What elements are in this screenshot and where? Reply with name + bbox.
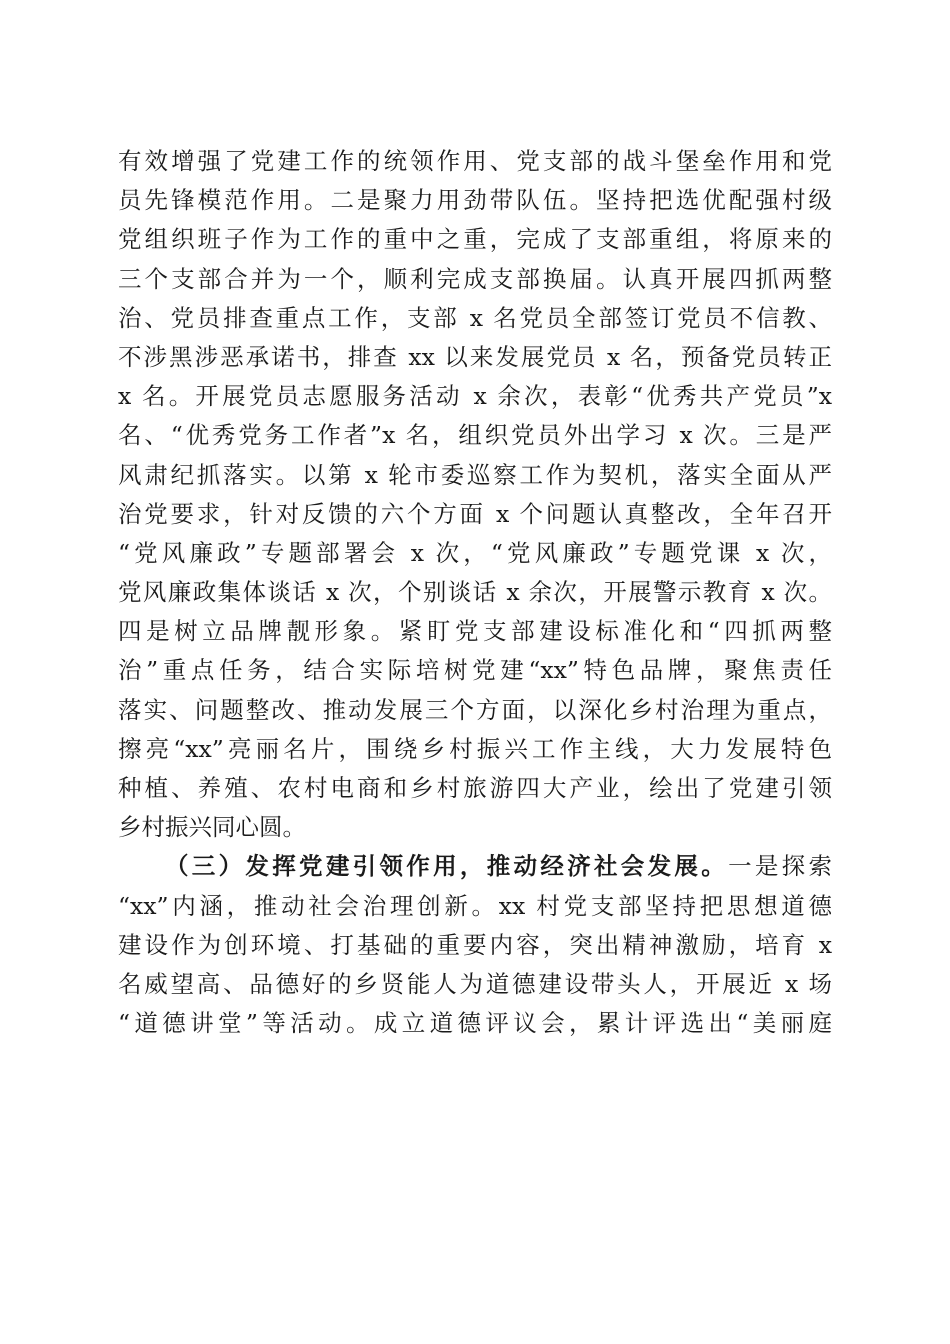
section-heading: （三）发挥党建引领作用，推动经济社会发展。 <box>165 852 729 881</box>
text-line: 治”重点任务，结合实际培树党建“xx”特色品牌，聚焦责任 <box>118 656 832 685</box>
text-line: 三个支部合并为一个，顺利完成支部换届。认真开展四抓两整 <box>118 264 832 293</box>
text-line: “xx”内涵，推动社会治理创新。xx 村党支部坚持把思想道德 <box>118 891 832 920</box>
text-line: 擦亮“xx”亮丽名片，围绕乡村振兴工作主线，大力发展特色 <box>118 734 832 763</box>
text-line: 种植、养殖、农村电商和乡村旅游四大产业，绘出了党建引领 <box>118 774 832 802</box>
text-line: 有效增强了党建工作的统领作用、党支部的战斗堡垒作用和党 <box>118 147 832 175</box>
text-line: 名、“优秀党务工作者”x 名，组织党员外出学习 x 次。三是严 <box>118 421 832 450</box>
text-line: 四是树立品牌靓形象。紧盯党支部建设标准化和“四抓两整 <box>118 617 832 646</box>
paragraph-one <box>118 142 832 847</box>
body-text <box>118 142 832 1043</box>
text-line: 员先锋模范作用。二是聚力用劲带队伍。坚持把选优配强村级 <box>118 186 832 215</box>
text-line: 治、党员排查重点工作，支部 x 名党员全部签订党员不信教、 <box>118 303 832 332</box>
text-line: x 名。开展党员志愿服务活动 x 余次，表彰“优秀共产党员”x <box>118 382 832 411</box>
text-line: 党组织班子作为工作的重中之重，完成了支部重组，将原来的 <box>118 225 832 254</box>
text-line: “党风廉政”专题部署会 x 次，“党风廉政”专题党课 x 次， <box>118 538 832 567</box>
text-line: “道德讲堂”等活动。成立道德评议会，累计评选出“美丽庭 <box>118 1009 832 1038</box>
text-line: 风肃纪抓落实。以第 x 轮市委巡察工作为契机，落实全面从严 <box>118 460 832 489</box>
text-line: 党风廉政集体谈话 x 次，个别谈话 x 余次，开展警示教育 x 次。 <box>118 578 832 607</box>
text-line: 治党要求，针对反馈的六个方面 x 个问题认真整改，全年召开 <box>118 499 832 528</box>
text-line: 建设作为创环境、打基础的重要内容，突出精神激励，培育 x <box>118 930 832 959</box>
paragraph-two <box>118 847 832 1043</box>
text-line: 名威望高、品德好的乡贤能人为道德建设带头人，开展近 x 场 <box>118 969 832 998</box>
text-line: 不涉黑涉恶承诺书，排查 xx 以来发展党员 x 名，预备党员转正 <box>118 342 832 371</box>
text-line: 乡村振兴同心圆。 <box>118 813 306 842</box>
section-lead-text: 一是探索 <box>728 852 832 881</box>
section-first-line <box>118 847 832 886</box>
text-line: 落实、问题整改、推动发展三个方面，以深化乡村治理为重点， <box>118 695 832 724</box>
